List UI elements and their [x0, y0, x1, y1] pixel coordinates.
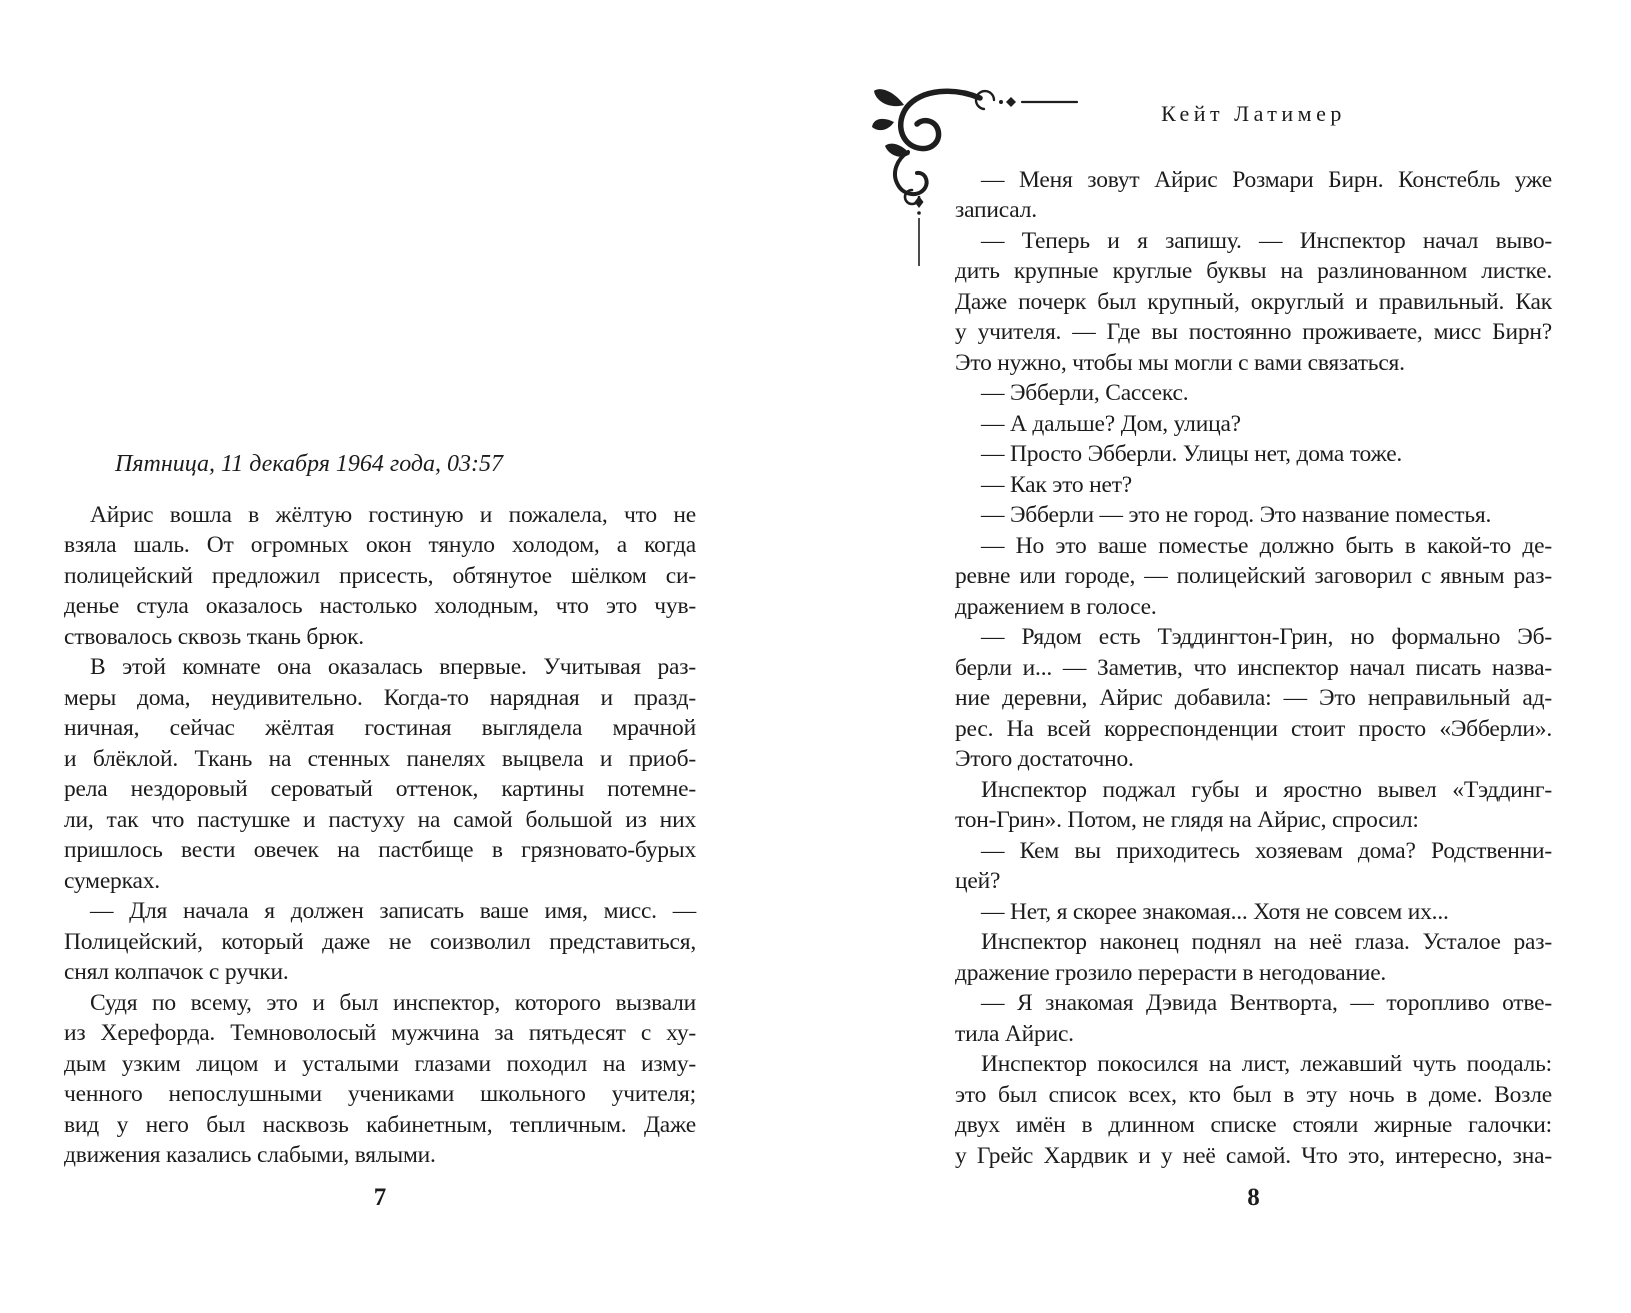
- text-line: рела нездоровый сероватый оттенок, картины потемне-: [64, 776, 696, 802]
- paragraph: [64, 896, 696, 988]
- text-line: дить крупные круглые буквы на разлинованном листке.: [955, 258, 1552, 284]
- paragraph: [955, 622, 1552, 775]
- text-line: Инспектор покосился на лист, лежавший чуть поодаль:: [981, 1051, 1552, 1077]
- paragraph: [955, 775, 1552, 836]
- text-line: дым узким лицом и усталыми глазами походил на изму-: [64, 1050, 696, 1077]
- text-line: ствовалось сквозь ткань брюк.: [64, 623, 364, 650]
- text-line: — Рядом есть Тэддингтон-Грин, но формально Эб-: [981, 624, 1552, 650]
- text-line: вид у него был насквозь кабинетным, тепличным. Даже: [64, 1111, 696, 1138]
- text-line: из Херефорда. Темноволосый мужчина за пятьдесят с ху-: [64, 1020, 696, 1046]
- page-number: 7: [373, 1184, 387, 1211]
- text-line: ли, так что пастушке и пастуху на самой большой из них: [64, 806, 696, 833]
- paragraph: [955, 439, 1552, 470]
- text-line: Судя по всему, это и был инспектор, которого вызвали: [90, 989, 696, 1016]
- paragraph: [64, 500, 696, 653]
- page-right-text: [955, 165, 1552, 1172]
- text-line: полицейский предложил присесть, обтянутое шёлком си-: [64, 562, 696, 589]
- text-line: ние деревни, Айрис добавила: — Это неправильный ад-: [955, 685, 1552, 711]
- text-line: В этой комнате она оказалась впервые. Учитывая раз-: [90, 654, 696, 680]
- text-line: — Для начала я должен записать ваше имя, мисс. —: [90, 898, 696, 924]
- text-line: — Кем вы приходитесь хозяевам дома? Родственни-: [981, 837, 1552, 864]
- text-line: — Я знакомая Дэвида Вентворта, — торопливо отве-: [981, 990, 1552, 1016]
- running-header: Кейт Латимер: [1161, 101, 1346, 126]
- text-line: у учителя. — Где вы постоянно проживаете, мисс Бирн?: [955, 319, 1552, 345]
- text-line: двух имён в длинном списке стояли жирные галочки:: [955, 1112, 1552, 1138]
- paragraph: [955, 927, 1552, 988]
- paragraph: [955, 165, 1552, 226]
- text-line: снял колпачок с ручки.: [64, 959, 289, 985]
- text-line: цей?: [955, 868, 1001, 894]
- paragraph: [955, 226, 1552, 379]
- paragraph: [955, 988, 1552, 1049]
- text-line: — Но это ваше поместье должно быть в какой-то де-: [981, 532, 1552, 559]
- text-line: дражением в голосе.: [955, 593, 1157, 620]
- text-line: рес. На всей корреспонденции стоит просто «Эбберли».: [955, 715, 1552, 742]
- text-line: — Эбберли — это не город. Это название поместья.: [981, 502, 1492, 528]
- text-line: — Нет, я скорее знакомая... Хотя не совсем их...: [981, 898, 1449, 925]
- text-line: меры дома, неудивительно. Когда-то нарядная и празд-: [64, 684, 696, 711]
- text-line: тила Айрис.: [955, 1020, 1074, 1047]
- text-line: берли и... — Заметив, что инспектор начал писать назва-: [955, 654, 1552, 681]
- text-line: Инспектор наконец поднял на неё глаза. Усталое раз-: [981, 929, 1552, 955]
- paragraph: [64, 988, 696, 1171]
- chapter-date-line: Пятница, 11 декабря 1964 года, 03:57: [115, 451, 504, 477]
- text-line: — Меня зовут Айрис Розмари Бирн. Констебль уже: [981, 166, 1552, 193]
- text-line: ченного непослушными учениками школьного учителя;: [64, 1081, 696, 1107]
- paragraph: [64, 652, 696, 896]
- paragraph: [955, 378, 1552, 409]
- text-line: у Грейс Хардвик и у неё самой. Что это, интересно, зна-: [955, 1142, 1552, 1169]
- text-line: Полицейский, который даже не соизволил представиться,: [64, 928, 696, 955]
- text-line: сумерках.: [64, 867, 160, 894]
- text-line: тон-Грин». Потом, не глядя на Айрис, спросил:: [955, 807, 1419, 833]
- text-line: Это нужно, чтобы мы могли с вами связаться.: [955, 349, 1405, 376]
- page-number: 8: [1247, 1184, 1260, 1211]
- text-line: Айрис вошла в жёлтую гостиную и пожалела, что не: [90, 501, 696, 528]
- text-line: — Эбберли, Сассекс.: [981, 380, 1189, 406]
- text-line: — Как это нет?: [981, 471, 1133, 498]
- text-line: дражение грозило перерасти в негодование.: [955, 959, 1387, 986]
- paragraph: [955, 1049, 1552, 1171]
- text-line: Инспектор поджал губы и яростно вывел «Тэддинг-: [981, 776, 1552, 803]
- text-line: Даже почерк был крупный, округлый и правильный. Как: [955, 288, 1552, 315]
- paragraph: [955, 500, 1552, 531]
- paragraph: [955, 531, 1552, 623]
- paragraph: [955, 409, 1552, 440]
- text-line: — Теперь и я запишу. — Инспектор начал выво-: [981, 227, 1552, 254]
- text-line: пришлось вести овечек на пастбище в грязновато-бурых: [64, 837, 696, 863]
- text-line: это был список всех, кто был в эту ночь в доме. Возле: [955, 1081, 1552, 1108]
- text-line: ничная, сейчас жёлтая гостиная выглядела мрачной: [64, 715, 696, 741]
- page-left: [64, 449, 696, 1171]
- text-line: ревне или городе, — полицейский заговорил с явным раз-: [955, 563, 1552, 589]
- paragraph: [955, 470, 1552, 501]
- text-line: — А дальше? Дом, улица?: [981, 410, 1241, 437]
- text-line: движения казались слабыми, вялыми.: [64, 1142, 436, 1168]
- paragraph: [955, 836, 1552, 897]
- text-line: денье стула оказалось настолько холодным, что это чув-: [64, 593, 696, 619]
- text-line: записал.: [955, 197, 1037, 223]
- paragraph: [955, 897, 1552, 928]
- page-left-text: [64, 500, 696, 1171]
- text-line: Этого достаточно.: [955, 746, 1134, 772]
- text-line: — Просто Эбберли. Улицы нет, дома тоже.: [981, 441, 1403, 467]
- text-line: взяла шаль. От огромных окон тянуло холодом, а когда: [64, 532, 696, 558]
- text-line: и блёклой. Ткань на стенных панелях выцвела и приоб-: [64, 745, 696, 772]
- page-right: [955, 99, 1552, 1171]
